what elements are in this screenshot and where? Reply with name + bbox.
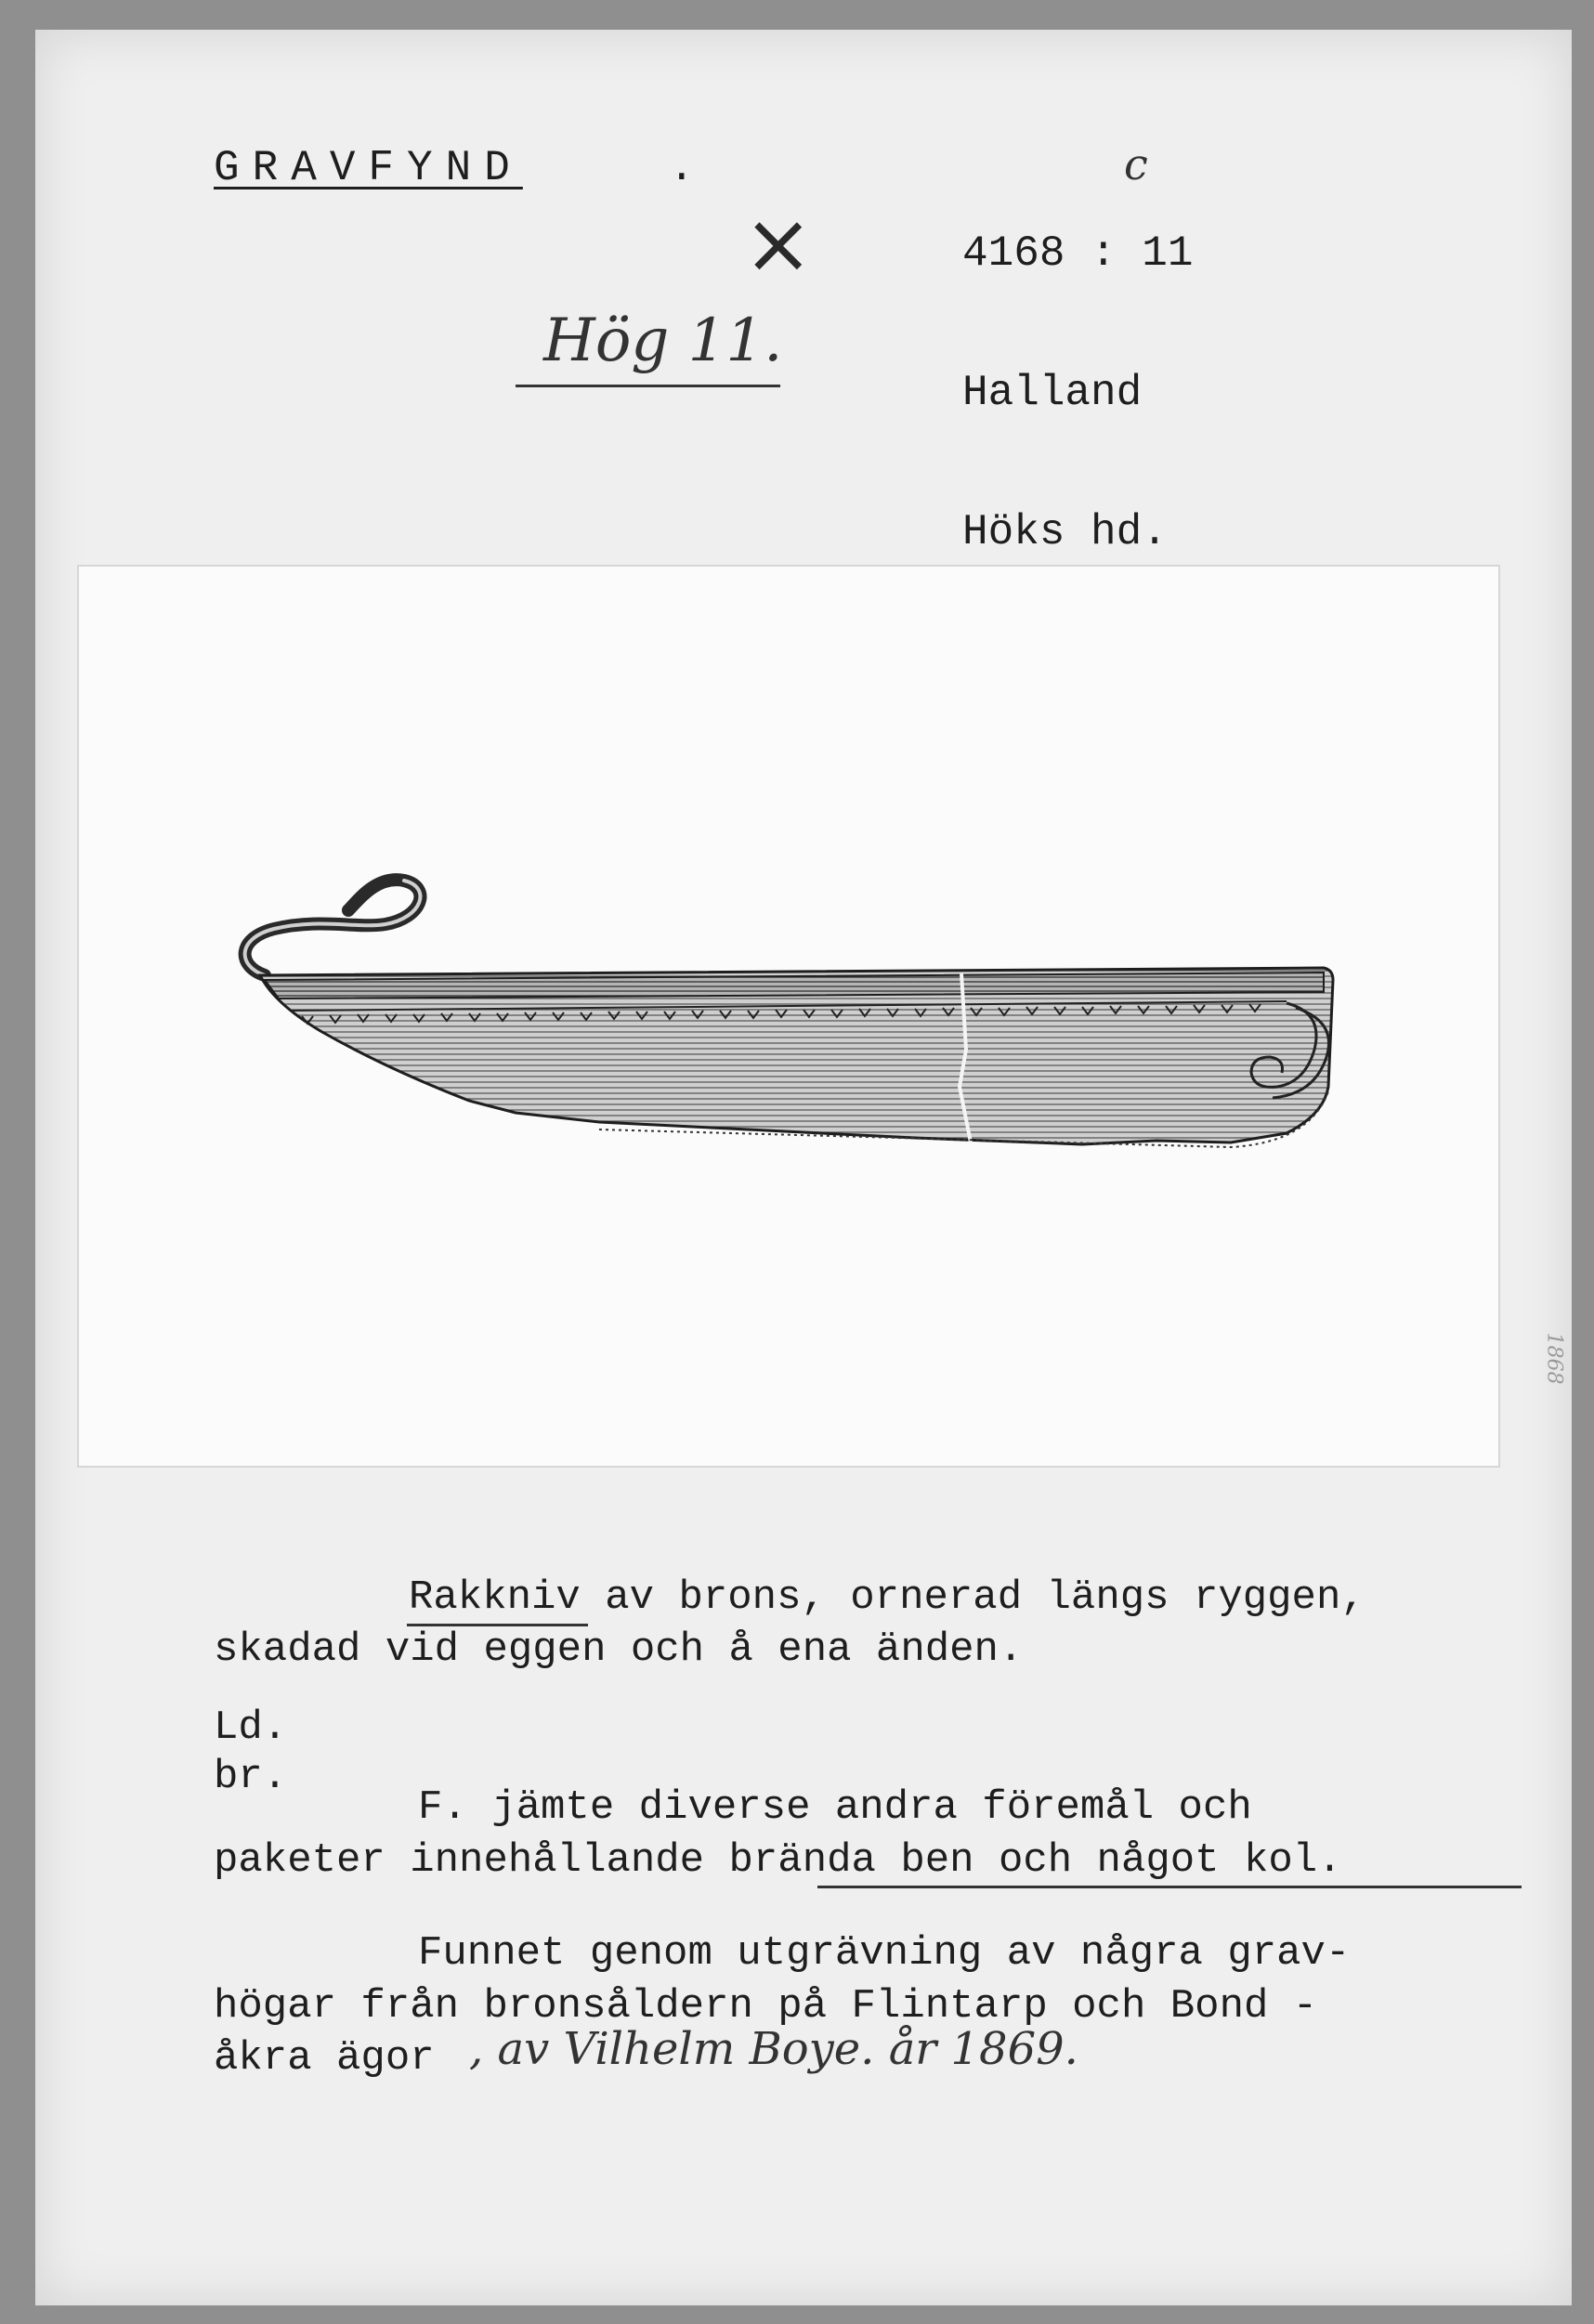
heading-period: . [669, 144, 695, 192]
catalog-province: Halland [962, 369, 1143, 417]
excavation-line-3: åkra ägor [214, 2035, 435, 2082]
underline-rakkniv [407, 1624, 588, 1626]
description-line-1: Rakkniv av brons, ornerad längs ryggen, [409, 1574, 1365, 1621]
bronze-razor-knife-drawing [79, 567, 1498, 1466]
photo-side-note: 1868 [1542, 1332, 1566, 1385]
mound-label-handwritten: Hög 11. [543, 307, 783, 375]
width-label: br. [214, 1754, 288, 1800]
catalog-hundred: Höks hd. [962, 508, 1168, 556]
excavator-handwritten: , av Vilhelm Boye. år 1869. [469, 2023, 1078, 2075]
description-line-2: skadad vid eggen och å ena änden. [214, 1626, 1024, 1673]
find-context-line-2: paketer innehållande brända ben och något kol. [214, 1837, 1342, 1884]
card-heading: GRAVFYND [214, 144, 523, 192]
find-context-line-1: F. jämte diverse andra föremål och [418, 1784, 1252, 1831]
razor-handle-loop [245, 880, 421, 975]
excavation-line-1: Funnet genom utgrävning av några grav- [418, 1930, 1351, 1977]
underline-branda-ben [817, 1886, 1522, 1888]
mound-label-underline [516, 385, 780, 387]
excavation-line-2: högar från bronsåldern på Flintarp och Bond - [214, 1983, 1318, 2030]
catalog-handwritten-mark: c [1124, 139, 1148, 189]
cross-mark: × [743, 195, 814, 293]
catalog-number: 4168 : 11 [962, 229, 1194, 278]
length-label: Ld. [214, 1704, 288, 1751]
artifact-photo [79, 567, 1566, 1466]
